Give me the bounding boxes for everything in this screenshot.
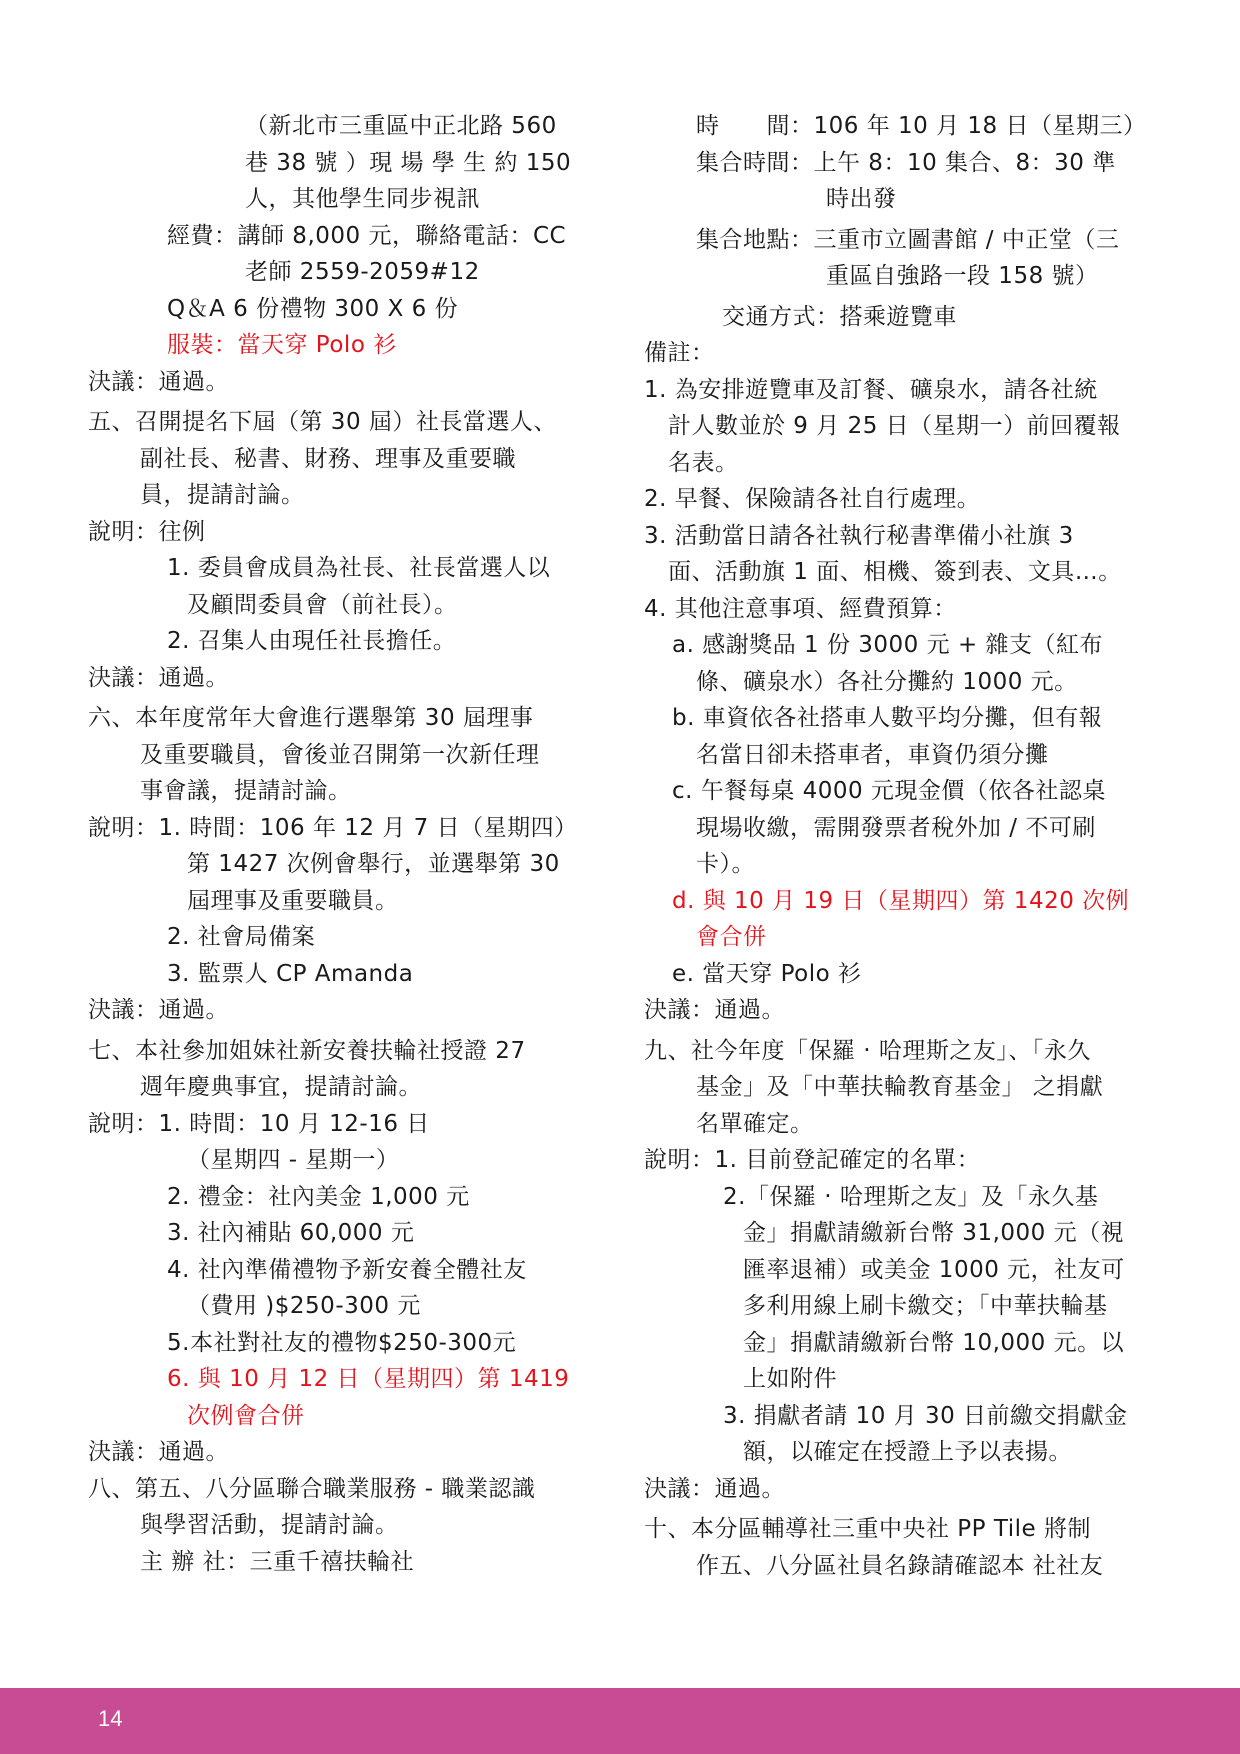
text-line: 2. 早餐、保險請各社自行處理。 <box>644 486 981 512</box>
text-line: 4. 社內準備禮物予新安養全體社友 <box>167 1256 527 1283</box>
text-line: 2. 禮金：社內美金 1,000 元 <box>167 1183 470 1210</box>
text-line: 1. 委員會成員為社長、社長當選人以 <box>167 555 551 581</box>
text-line: （星期四 - 星期一） <box>187 1147 400 1173</box>
text-line: 說明：1. 時間：10 月 12-16 日 <box>88 1110 430 1137</box>
text-line: 說明：1. 時間：106 年 12 月 7 日（星期四） <box>88 814 578 841</box>
text-line: 金」捐獻請繳新台幣 31,000 元（視 <box>743 1220 1125 1246</box>
text-line: 匯率退補）或美金 1000 元，社友可 <box>743 1256 1125 1283</box>
text-line: 決議：通過。 <box>88 1439 229 1465</box>
text-line: 決議：通過。 <box>88 664 229 691</box>
text-line: 1. 為安排遊覽車及訂餐、礦泉水，請各社統 <box>644 376 1098 403</box>
text-line: 2. 社會局備案 <box>167 924 316 950</box>
text-line: 說明：1. 目前登記確定的名單： <box>644 1147 981 1173</box>
text-line: 時出發 <box>826 186 897 212</box>
text-line: 決議：通過。 <box>644 1475 785 1502</box>
left-column <box>88 108 600 1580</box>
text-line: 作五、八分區社員名錄請確認本 社社友 <box>696 1552 1104 1579</box>
text-line: 重區自強路一段 158 號） <box>826 263 1099 289</box>
text-line: 事會議，提請討論。 <box>140 778 352 804</box>
text-line: 名表。 <box>668 449 739 476</box>
footer-bar <box>0 1688 1240 1754</box>
text-line: 服裝：當天穿 Polo 衫 <box>167 332 397 358</box>
text-line: （費用 )$250-300 元 <box>187 1293 421 1319</box>
text-line: 交通方式：搭乘遊覽車 <box>722 303 957 330</box>
text-line: 人，其他學生同步視訊 <box>245 186 480 212</box>
text-line: Q＆A 6 份禮物 300 X 6 份 <box>167 295 459 322</box>
text-line: 七、本社參加姐妹社新安養扶輪社授證 27 <box>88 1037 526 1064</box>
text-line: 次例會合併 <box>187 1402 305 1429</box>
text-line: 名單確定。 <box>696 1110 814 1137</box>
text-line: 員，提請討論。 <box>140 482 305 508</box>
text-line: 集合時間：上午 8：10 集合、8：30 準 <box>696 149 1116 176</box>
text-line: 與學習活動，提請討論。 <box>140 1512 399 1538</box>
text-line: 基金」及「中華扶輪教育基金」 之捐獻 <box>696 1074 1104 1100</box>
text-line: 2. 召集人由現任社長擔任。 <box>167 628 457 654</box>
text-line: 決議：通過。 <box>88 997 229 1023</box>
text-line: 條、礦泉水）各社分攤約 1000 元。 <box>696 668 1078 695</box>
text-line: 主 辦 社：三重千禧扶輪社 <box>140 1548 415 1575</box>
text-line: 決議：通過。 <box>88 368 229 395</box>
text-line: c. 午餐每桌 4000 元現金價（依各社認桌 <box>672 778 1106 804</box>
text-line: 五、召開提名下屆（第 30 屆）社長當選人、 <box>88 409 557 435</box>
text-line: 多利用線上刷卡繳交；「中華扶輪基 <box>743 1293 1108 1319</box>
text-line: 3. 社內補貼 60,000 元 <box>167 1220 415 1246</box>
right-column <box>644 108 1156 1584</box>
text-line: 六、本年度常年大會進行選舉第 30 屆理事 <box>88 705 534 731</box>
text-line: b. 車資依各社搭車人數平均分攤，但有報 <box>672 705 1103 731</box>
text-line: 八、第五、八分區聯合職業服務 - 職業認識 <box>88 1475 536 1502</box>
text-line: 集合地點：三重市立圖書館 / 中正堂（三 <box>696 226 1120 253</box>
text-line: 備註： <box>644 340 715 366</box>
text-line: e. 當天穿 Polo 衫 <box>672 960 862 987</box>
text-line: a. 感謝獎品 1 份 3000 元 + 雜支（紅布 <box>672 632 1104 658</box>
text-line: 經費：講師 8,000 元，聯絡電話：CC <box>167 222 567 249</box>
text-line: 3. 捐獻者請 10 月 30 日前繳交捐獻金 <box>723 1402 1128 1429</box>
text-line: 說明：往例 <box>88 518 206 545</box>
text-line: 會合併 <box>696 924 767 950</box>
text-line: 面、活動旗 1 面、相機、簽到表、文具…。 <box>668 559 1122 585</box>
text-line: 4. 其他注意事項、經費預算： <box>644 595 957 622</box>
text-line: 上如附件 <box>743 1366 837 1392</box>
text-line: 額，以確定在授證上予以表揚。 <box>743 1439 1072 1465</box>
text-line: 5.本社對社友的禮物$250-300元 <box>167 1329 517 1356</box>
text-line: 九、社今年度「保羅 ‧ 哈理斯之友」、「永久 <box>644 1037 1091 1064</box>
text-line: 金」捐獻請繳新台幣 10,000 元。以 <box>743 1329 1125 1356</box>
text-line: 週年慶典事宜，提請討論。 <box>140 1074 422 1100</box>
text-line: 時 間：106 年 10 月 18 日（星期三） <box>696 113 1147 139</box>
text-line: 3. 活動當日請各社執行秘書準備小社旗 3 <box>644 522 1074 549</box>
text-line: 決議：通過。 <box>644 997 785 1023</box>
text-line: d. 與 10 月 19 日（星期四）第 1420 次例 <box>672 887 1130 914</box>
text-line: 及重要職員，會後並召開第一次新任理 <box>140 741 540 768</box>
text-line: 及顧問委員會（前社長）。 <box>187 591 458 618</box>
text-line: 現場收繳，需開發票者稅外加 / 不可刷 <box>696 814 1096 841</box>
text-line: 2.「保羅 ‧ 哈理斯之友」及「永久基 <box>723 1183 1099 1210</box>
text-line: 老師 2559-2059#12 <box>245 259 480 285</box>
text-line: 副社長、秘書、財務、理事及重要職 <box>140 445 516 472</box>
text-line: 屆理事及重要職員。 <box>187 887 399 914</box>
text-line: 名當日卻未搭車者，車資仍須分攤 <box>696 741 1049 768</box>
text-line: 十、本分區輔導社三重中央社 PP Tile 將制 <box>644 1516 1091 1542</box>
text-line: （新北市三重區中正北路 560 <box>245 113 557 139</box>
text-line: 6. 與 10 月 12 日（星期四）第 1419 <box>167 1366 570 1392</box>
text-line: 計人數並於 9 月 25 日（星期一）前回覆報 <box>668 413 1121 439</box>
text-line: 3. 監票人 CP Amanda <box>167 960 414 987</box>
page-number: 14 <box>98 1706 123 1731</box>
text-line: 巷 38 號 ）現 場 學 生 約 150 <box>245 149 572 176</box>
text-line: 第 1427 次例會舉行，並選舉第 30 <box>187 851 560 877</box>
text-line: 卡）。 <box>696 851 755 877</box>
